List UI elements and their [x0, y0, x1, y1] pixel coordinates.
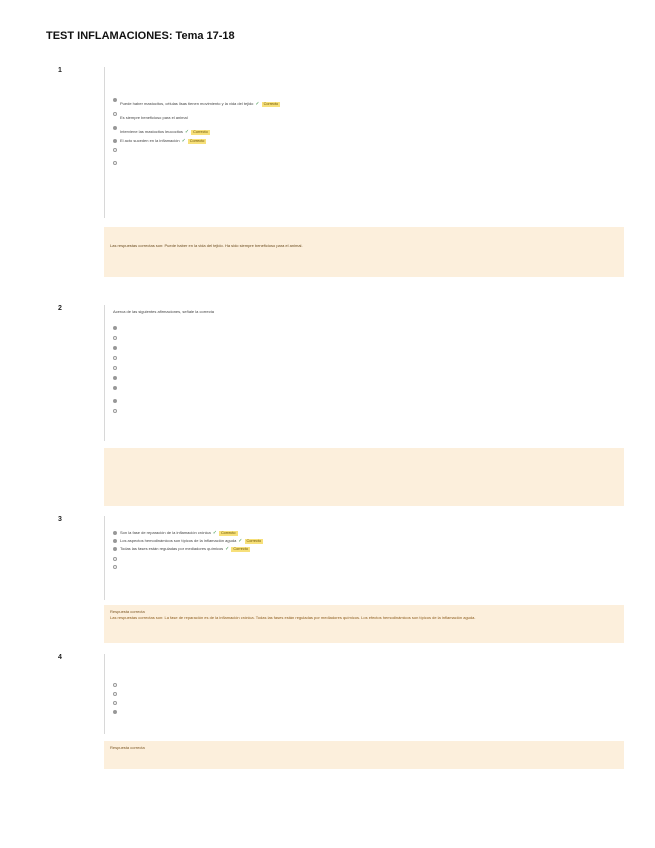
radio-button[interactable] — [113, 386, 117, 390]
answer-option[interactable] — [113, 408, 616, 413]
correct-badge: Correcto — [220, 531, 236, 535]
answer-option[interactable] — [113, 160, 616, 165]
question-info — [58, 655, 98, 660]
option-text: Los aspectos hemodinámicos son típicos de la inflamación aguda ✓ Correcto — [120, 538, 262, 545]
answer-option[interactable] — [113, 111, 616, 121]
option-text: El acto suceden en la inflamación ✓ Correcto — [120, 137, 205, 144]
radio-button[interactable] — [113, 399, 117, 403]
question-card — [104, 67, 624, 218]
answer-option[interactable] — [113, 682, 616, 687]
radio-button[interactable] — [113, 531, 117, 535]
radio-button[interactable] — [113, 565, 117, 569]
feedback-box — [104, 605, 624, 643]
feedback-box — [104, 227, 624, 277]
radio-button[interactable] — [113, 409, 117, 413]
answer-option[interactable] — [113, 556, 616, 561]
answer-option[interactable] — [113, 398, 616, 403]
answer-option[interactable] — [113, 385, 616, 390]
correct-badge: Correcto — [189, 138, 205, 143]
radio-button[interactable] — [113, 346, 117, 350]
question-number: 3 — [58, 516, 62, 523]
question-info — [58, 517, 98, 522]
option-text: Son la fase de reparación de la inflamación crónica ✓ Correcto — [120, 530, 236, 536]
question-number: 1 — [58, 67, 62, 74]
radio-button[interactable] — [113, 701, 117, 705]
check-icon: ✓ — [255, 101, 260, 107]
answer-option[interactable] — [113, 125, 616, 135]
answer-option[interactable] — [113, 691, 616, 696]
answer-option[interactable] — [113, 325, 616, 330]
radio-button[interactable] — [113, 326, 117, 330]
radio-button[interactable] — [113, 710, 117, 714]
question-card — [104, 305, 624, 441]
radio-button[interactable] — [113, 557, 117, 561]
question-info — [58, 306, 98, 311]
radio-button[interactable] — [113, 692, 117, 696]
answer-option[interactable] — [113, 345, 616, 350]
question-number: 4 — [58, 654, 62, 661]
answer-option[interactable] — [113, 138, 616, 144]
option-text: Interviene las mastocitos leucocitos ✓ Correcto — [120, 129, 208, 136]
radio-button[interactable] — [113, 112, 117, 116]
answer-option[interactable] — [113, 355, 616, 360]
document-title: TEST INFLAMACIONES: Tema 17-18 — [46, 30, 235, 42]
answer-option[interactable] — [113, 546, 616, 552]
radio-button[interactable] — [113, 366, 117, 370]
option-text: Puede haber mastocitos, células lisas tienen movimiento y la vida del tejido ✓ Correcto — [120, 101, 279, 107]
answer-option[interactable] — [113, 530, 616, 536]
question-card — [104, 654, 624, 734]
answer-option[interactable] — [113, 564, 616, 569]
radio-button[interactable] — [113, 356, 117, 360]
check-icon: ✓ — [181, 137, 186, 144]
radio-button[interactable] — [113, 126, 117, 130]
feedback-box — [104, 448, 624, 506]
check-icon: ✓ — [184, 129, 190, 136]
correct-badge: Correcto — [263, 102, 279, 106]
radio-button[interactable] — [113, 336, 117, 340]
answer-option[interactable] — [113, 538, 616, 544]
check-icon: ✓ — [238, 538, 243, 545]
question-number: 2 — [58, 305, 62, 312]
radio-button[interactable] — [113, 683, 117, 687]
question-card — [104, 516, 624, 600]
feedback-body: Las respuestas correctas son: La fase de reparación es de la inflamación crónica. Todas las fases están reguladas por mediadores químicos. Los efectos hemodinámicos son típicos de la inflamación aguda. — [110, 615, 476, 620]
feedback-box — [104, 741, 624, 769]
radio-button[interactable] — [113, 161, 117, 165]
correct-badge: Correcto — [246, 539, 262, 544]
radio-button[interactable] — [113, 148, 117, 152]
answer-option[interactable] — [113, 365, 616, 370]
correct-badge: Correcto — [193, 130, 208, 135]
answer-option[interactable] — [113, 335, 616, 340]
question-text: Acerca de las siguientes afirmaciones, señale la correcta — [113, 309, 214, 314]
option-text: Todas las fases están reguladas por mediadores químicos ✓ Correcto — [120, 546, 248, 553]
answer-option[interactable] — [113, 97, 616, 107]
answer-option[interactable] — [113, 375, 616, 380]
radio-button[interactable] — [113, 376, 117, 380]
answer-option[interactable] — [113, 700, 616, 705]
feedback-title: Respuesta correcta — [110, 609, 145, 614]
radio-button[interactable] — [113, 98, 117, 102]
check-icon: ✓ — [212, 530, 217, 536]
feedback-body: Las respuestas correctas son: Puede haber en la vida del tejido. Ha sido siempre beneficioso para el animal. — [110, 243, 303, 248]
answer-option[interactable] — [113, 147, 616, 152]
radio-button[interactable] — [113, 547, 117, 551]
question-info — [58, 68, 98, 73]
radio-button[interactable] — [113, 139, 117, 143]
check-icon: ✓ — [225, 546, 230, 553]
answer-option[interactable] — [113, 709, 616, 714]
feedback-title: Respuesta correcta — [110, 745, 145, 750]
radio-button[interactable] — [113, 539, 117, 543]
correct-badge: Correcto — [233, 547, 248, 552]
option-text: Es siempre beneficioso para el animal — [120, 115, 188, 121]
